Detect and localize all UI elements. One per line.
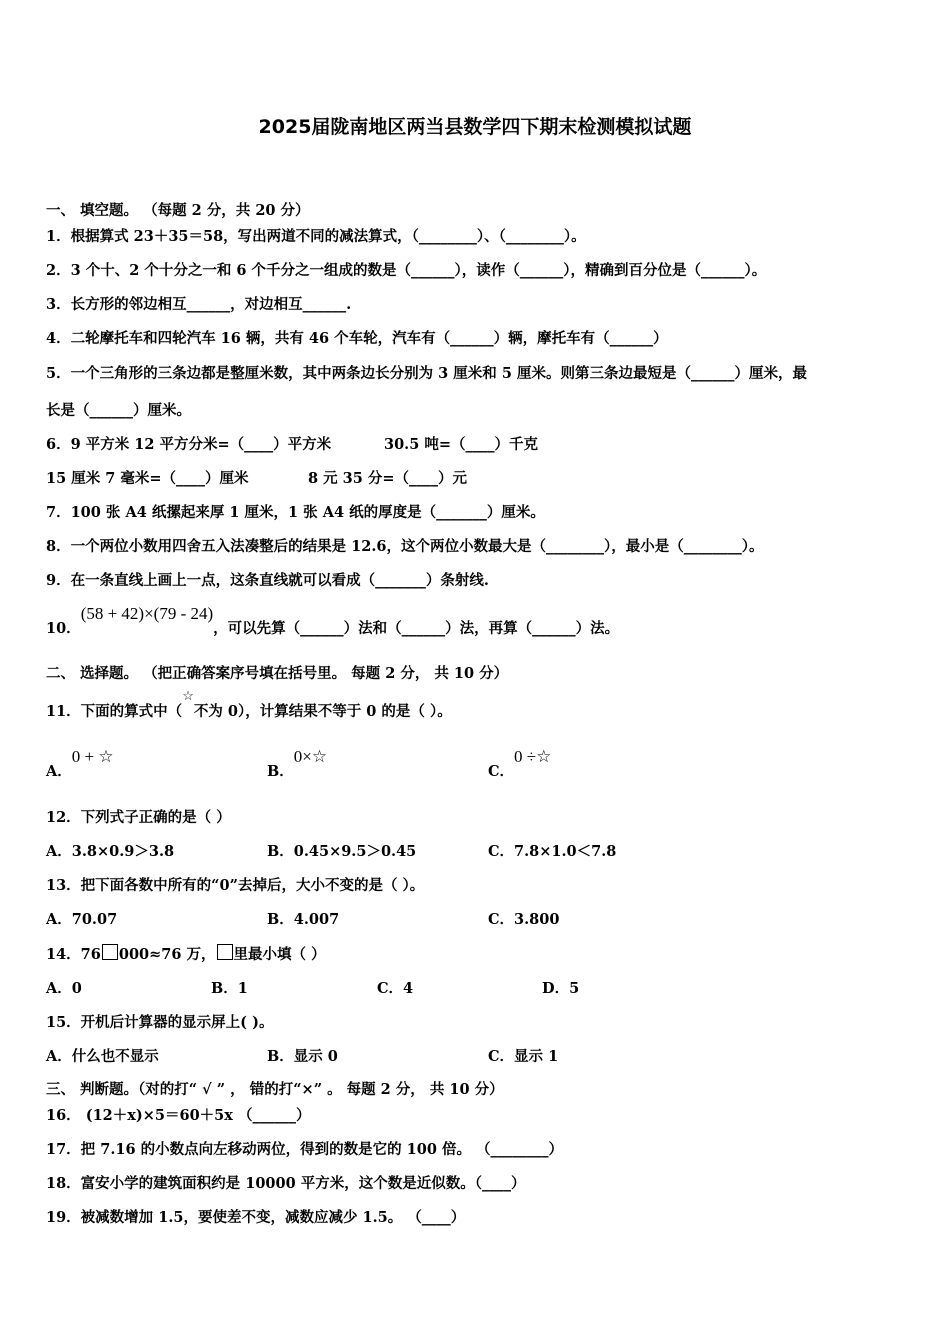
section-choice-heading: 二、 选择题。 （把正确答案序号填在括号里。 每题 2 分， 共 10 分） xyxy=(46,665,509,682)
question-5-line-1: 5．一个三角形的三条边都是整厘米数，其中两条边长分别为 3 厘米和 5 厘米。则第三条边最短是（______）厘米，最 xyxy=(46,365,807,382)
question-11-text-after: 不为 0），计算结果不等于 0 的是（ ）。 xyxy=(193,703,452,720)
q15-option-c: C．显示 1 xyxy=(488,1048,559,1065)
question-19: 19．被减数增加 1.5，要使差不变，减数应减少 1.5。 （____） xyxy=(46,1209,466,1226)
q12-option-c: C．7.8×1.0＜7.8 xyxy=(488,843,617,860)
question-18: 18．富安小学的建筑面积约是 10000 平方米，这个数是近似数。（____） xyxy=(46,1175,526,1192)
question-16: 16． (12＋x)×5＝60＋5x （______） xyxy=(46,1107,311,1124)
star-icon: ☆ xyxy=(182,689,194,704)
q11-option-c xyxy=(488,747,552,782)
blank-box-icon xyxy=(102,944,118,960)
option-label: B． xyxy=(267,763,294,780)
question-14 xyxy=(46,944,326,965)
question-8: 8．一个两位小数用四舍五入法凑整后的结果是 12.6，这个两位小数最大是（________），最小是（________）。 xyxy=(46,538,764,555)
option-expression: 0 ÷☆ xyxy=(514,747,552,766)
question-11-text-before: 11．下面的算式中（ xyxy=(46,703,183,720)
question-6-part-3: 15 厘米 7 毫米=（____）厘米 xyxy=(46,470,249,487)
q12-option-b: B．0.45×9.5＞0.45 xyxy=(267,843,417,860)
question-1: 1．根据算式 23＋35＝58，写出两道不同的减法算式，（________）、（________）。 xyxy=(46,228,586,245)
option-label: A． xyxy=(46,763,72,780)
question-14-text-b: 000≈76 万， xyxy=(118,946,216,963)
section-fill-in-heading: 一、 填空题。 （每题 2 分，共 20 分） xyxy=(46,202,310,219)
question-10-text: ，可以先算（______）法和（______）法，再算（______）法。 xyxy=(213,620,620,637)
q14-option-b: B．1 xyxy=(211,980,248,997)
q15-option-a: A．什么也不显示 xyxy=(46,1048,159,1065)
question-14-text-c: 里最小填（ ） xyxy=(233,946,326,963)
question-12: 12．下列式子正确的是（ ） xyxy=(46,809,231,826)
question-4: 4．二轮摩托车和四轮汽车 16 辆，共有 46 个车轮，汽车有（______）辆，摩托车有（______） xyxy=(46,330,668,347)
question-7: 7．100 张 A4 纸摞起来厚 1 厘米，1 张 A4 纸的厚度是（_______）厘米。 xyxy=(46,504,545,521)
question-6-part-2: 30.5 吨=（____）千克 xyxy=(384,436,539,453)
option-expression: 0×☆ xyxy=(293,747,328,766)
q12-option-a: A．3.8×0.9＞3.8 xyxy=(46,843,175,860)
q13-option-b: B．4.007 xyxy=(267,911,340,928)
question-10 xyxy=(46,604,620,639)
q15-option-b: B．显示 0 xyxy=(267,1048,338,1065)
question-10-number: 10． xyxy=(46,620,81,637)
q11-option-a xyxy=(46,747,114,782)
q11-option-b xyxy=(267,747,328,782)
question-6-part-1: 6．9 平方米 12 平方分米=（____）平方米 xyxy=(46,436,332,453)
q14-option-d: D．5 xyxy=(542,980,580,997)
question-5-line-2: 长是（______）厘米。 xyxy=(46,402,191,419)
q13-option-a: A．70.07 xyxy=(46,911,118,928)
page-title: 2025届陇南地区两当县数学四下期末检测模拟试题 xyxy=(258,116,692,138)
section-judge-heading: 三、 判断题。（对的打“ √ ” ， 错的打“×” 。 每题 2 分， 共 10 分） xyxy=(46,1081,504,1098)
option-expression: 0 + ☆ xyxy=(71,747,114,766)
q13-option-c: C．3.800 xyxy=(488,911,560,928)
blank-box-icon xyxy=(217,944,233,960)
question-3: 3．长方形的邻边相互______，对边相互______. xyxy=(46,296,352,313)
question-11 xyxy=(46,689,452,723)
question-17: 17．把 7.16 的小数点向左移动两位，得到的数是它的 100 倍。 （________） xyxy=(46,1141,563,1158)
question-10-expression: (58 + 42)×(79 - 24) xyxy=(80,604,214,623)
question-14-text-a: 14．76 xyxy=(46,946,101,963)
question-2: 2．3 个十、2 个十分之一和 6 个千分之一组成的数是（______），读作（______），精确到百分位是（______）。 xyxy=(46,262,767,279)
question-9: 9．在一条直线上画上一点，这条直线就可以看成（_______）条射线. xyxy=(46,572,489,589)
q14-option-a: A．0 xyxy=(46,980,82,997)
question-13: 13．把下面各数中所有的“0”去掉后，大小不变的是（ ）。 xyxy=(46,877,425,894)
question-6-part-4: 8 元 35 分=（____）元 xyxy=(308,470,468,487)
option-label: C． xyxy=(488,763,515,780)
q14-option-c: C．4 xyxy=(377,980,414,997)
question-15: 15．开机后计算器的显示屏上( )。 xyxy=(46,1014,274,1031)
